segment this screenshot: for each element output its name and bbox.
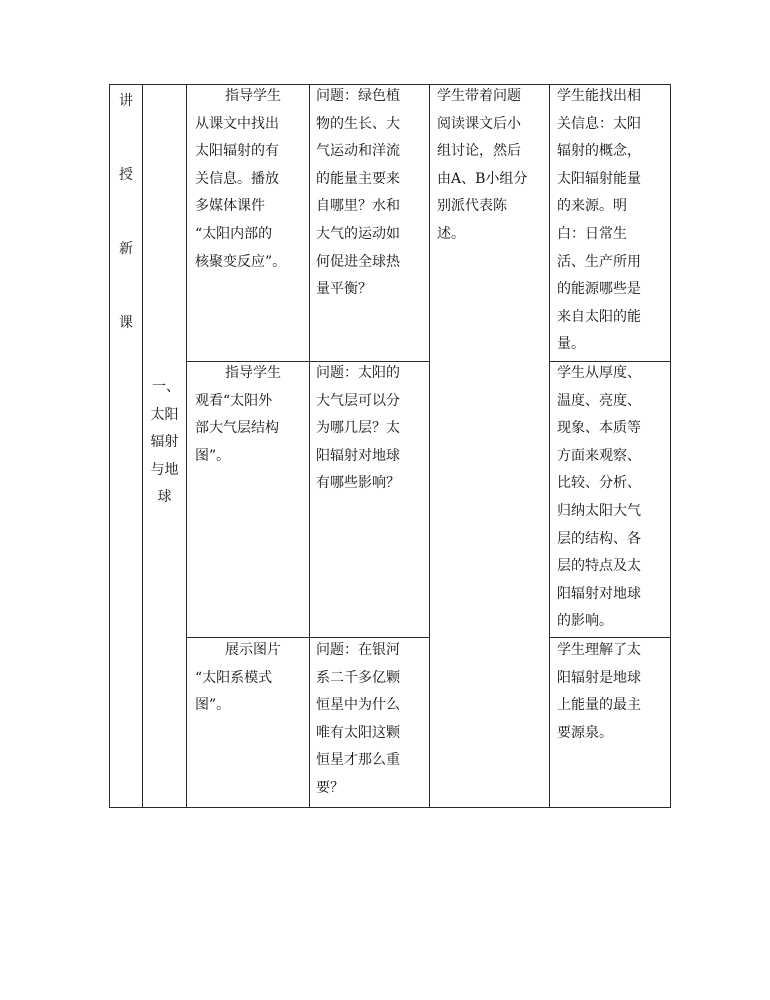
table-border-bottom <box>109 807 671 808</box>
text-line: 的能量主要来 <box>316 170 400 187</box>
text-line: 图”。 <box>195 697 231 714</box>
text-line: 别派代表陈 <box>437 198 507 215</box>
text-line: 有哪些影响？ <box>316 475 400 492</box>
text-line: 关信息。播放 <box>195 170 279 187</box>
student-activity <box>437 83 549 249</box>
table-divider-activity <box>549 84 550 808</box>
text-line: 问题：太阳的 <box>316 365 400 381</box>
text-line: 要？ <box>316 779 344 796</box>
text-line: 何促进全球热 <box>316 253 400 270</box>
text-line: 温度、亮度、 <box>557 392 641 409</box>
table-divider-teacher <box>309 84 310 808</box>
section-char: 课 <box>119 315 133 331</box>
question-2 <box>316 360 428 498</box>
text-line: 唯有太阳这颗 <box>316 724 400 741</box>
teacher-activity-2 <box>195 360 307 470</box>
text-line: 白：日常生 <box>557 225 627 242</box>
text-line: 层的特点及太 <box>557 558 641 575</box>
text-line: 部大气层结构 <box>195 420 279 437</box>
text-line: 由A、B小组分 <box>437 170 528 187</box>
section-char: 授 <box>119 167 133 183</box>
text-line: 从课文中找出 <box>195 115 279 132</box>
text-line: “太阳系模式 <box>195 669 273 686</box>
text-line: 核聚变反应”。 <box>195 253 287 270</box>
text-line: 组讨论，然后 <box>437 143 521 160</box>
text-line: 归纳太阳大气 <box>557 502 641 519</box>
text-line: 比较、分析、 <box>557 475 641 492</box>
text-line: 来自太阳的能 <box>557 308 641 325</box>
text-line: 的能源哪些是 <box>557 281 641 298</box>
text-line: 学生带着问题 <box>437 88 521 104</box>
teacher-activity-3 <box>195 637 307 720</box>
text-line: 辐射的概念， <box>557 143 641 160</box>
text-line: 量。 <box>557 336 585 353</box>
text-line: 大气的运动如 <box>316 225 400 242</box>
text-line: 大气层可以分 <box>316 392 400 409</box>
table-divider-question <box>429 84 430 808</box>
question-3 <box>316 637 428 803</box>
text-line: 阳辐射对地球 <box>316 447 400 464</box>
text-line: 上能量的最主 <box>557 697 641 714</box>
text-line: 太阳辐射的有 <box>195 143 279 160</box>
text-line: 阳辐射是地球 <box>557 669 641 686</box>
text-line: 要源泉。 <box>557 724 613 741</box>
text-line: 关信息：太阳 <box>557 115 641 132</box>
text-line: 阳辐射对地球 <box>557 585 641 602</box>
text-line: 恒星中为什么 <box>316 697 400 714</box>
text-line: “太阳内部的 <box>195 225 273 242</box>
table-border-right <box>670 84 671 808</box>
text-line: 述。 <box>437 225 465 242</box>
learning-result-1 <box>557 83 669 359</box>
text-line: 学生理解了太 <box>557 642 641 658</box>
topic-line: 球 <box>157 489 172 506</box>
text-line: 图”。 <box>195 447 231 464</box>
question-1 <box>316 83 428 304</box>
table-divider-topic <box>186 84 187 808</box>
text-line: 系二千多亿颗 <box>316 669 400 686</box>
text-line: 指导学生 <box>225 365 281 381</box>
text-line: 活、生产所用 <box>557 253 641 270</box>
text-line: 的影响。 <box>557 613 613 630</box>
section-char: 新 <box>119 241 133 257</box>
text-line: 为哪几层？太 <box>316 420 400 437</box>
section-char: 讲 <box>119 93 133 109</box>
text-line: 方面来观察、 <box>557 447 641 464</box>
topic-line: 与地 <box>150 461 179 478</box>
text-line: 恒星才那么重 <box>316 752 400 769</box>
text-line: 展示图片 <box>225 642 281 658</box>
teacher-activity-1 <box>195 83 307 276</box>
section-label <box>110 92 142 332</box>
topic-line: 辐射 <box>150 434 179 451</box>
text-line: 层的结构、各 <box>557 530 641 547</box>
topic-line: 太阳 <box>150 406 179 423</box>
text-line: 问题：绿色植 <box>316 88 400 104</box>
text-line: 太阳辐射能量 <box>557 170 641 187</box>
text-line: 量平衡？ <box>316 281 372 298</box>
text-line: 现象、本质等 <box>557 420 641 437</box>
text-line: 观看“太阳外 <box>195 392 273 409</box>
learning-result-3 <box>557 637 669 747</box>
text-line: 的来源。明 <box>557 198 627 215</box>
text-line: 学生能找出相 <box>557 88 641 104</box>
text-line: 阅读课文后小 <box>437 115 521 132</box>
text-line: 多媒体课件 <box>195 198 265 215</box>
topic-line: 一、 <box>152 379 180 395</box>
text-line: 物的生长、大 <box>316 115 400 132</box>
text-line: 学生从厚度、 <box>557 365 641 381</box>
text-line: 问题：在银河 <box>316 642 400 658</box>
learning-result-2 <box>557 360 669 636</box>
text-line: 指导学生 <box>225 88 281 104</box>
text-line: 自哪里？水和 <box>316 198 400 215</box>
topic-label <box>143 374 186 512</box>
text-line: 气运动和洋流 <box>316 143 400 160</box>
